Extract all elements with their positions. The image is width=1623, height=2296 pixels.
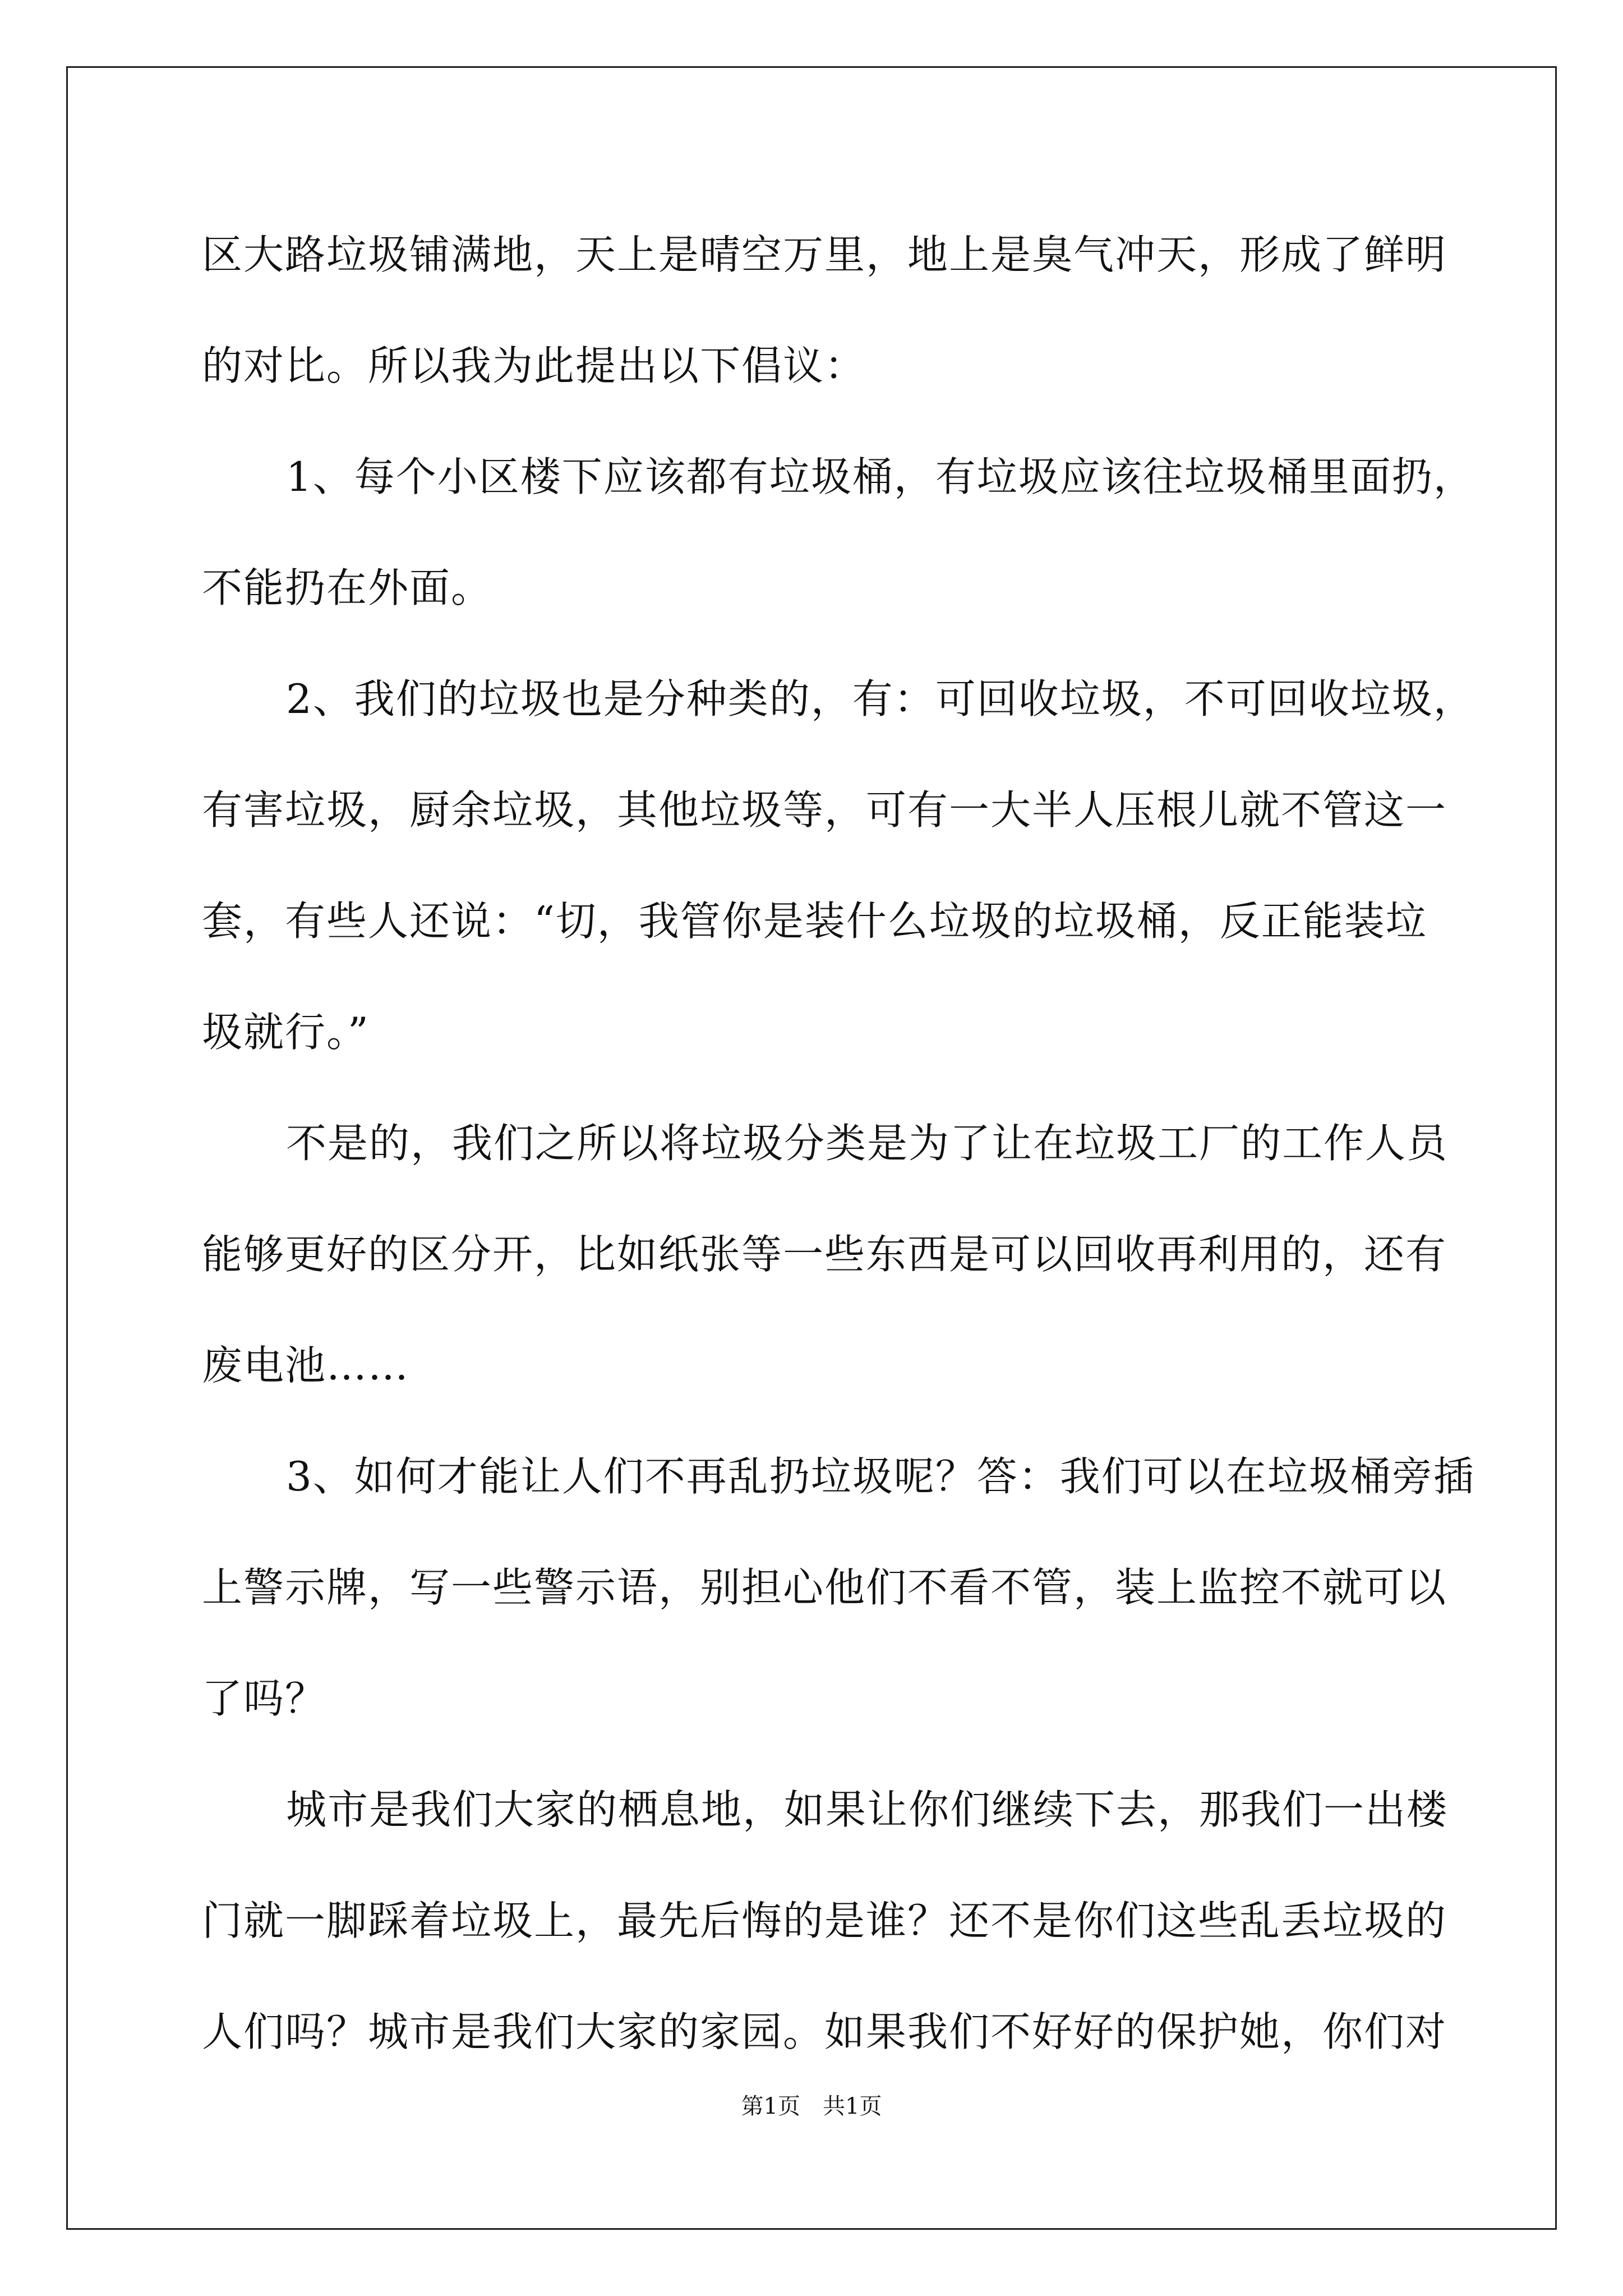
text-line: 的对比。所以我为此提出以下倡议： [202, 342, 866, 389]
text-line: 套，有些人还说：“切，我管你是装什么垃圾的垃圾桶，反正能装垃 [202, 898, 1427, 945]
text-line: 1、每个小区楼下应该都有垃圾桶，有垃圾应该往垃圾桶里面扔， [286, 453, 1475, 500]
text-line: 上警示牌，写一些警示语，别担心他们不看不管，装上监控不就可以 [202, 1564, 1447, 1611]
text-line: 废电池…… [202, 1342, 410, 1389]
page-number-total: 共1页 [823, 2093, 882, 2119]
text-line: 有害垃圾，厨余垃圾，其他垃圾等，可有一大半人压根儿就不管这一 [202, 786, 1447, 834]
text-line: 人们吗？城市是我们大家的家园。如果我们不好好的保护她，你们对 [202, 2008, 1447, 2055]
text-line: 了吗？ [202, 1675, 327, 1722]
text-line: 门就一脚踩着垃圾上，最先后悔的是谁？还不是你们这些乱丢垃圾的 [202, 1897, 1447, 1944]
text-line: 能够更好的区分开，比如纸张等一些东西是可以回收再利用的，还有 [202, 1231, 1447, 1278]
text-line: 3、如何才能让人们不再乱扔垃圾呢？答：我们可以在垃圾桶旁插 [286, 1453, 1475, 1500]
text-line: 区大路垃圾铺满地，天上是晴空万里，地上是臭气冲天，形成了鲜明 [202, 231, 1447, 278]
text-line: 圾就行。” [202, 1009, 370, 1056]
page-footer [0, 2090, 1623, 2123]
text-line: 城市是我们大家的栖息地，如果让你们继续下去，那我们一出楼 [286, 1786, 1449, 1833]
page-number-current: 第1页 [741, 2093, 800, 2119]
text-line: 不能扔在外面。 [202, 564, 493, 611]
document-body [202, 199, 1475, 2087]
text-line: 2、我们的垃圾也是分种类的，有：可回收垃圾，不可回收垃圾， [286, 675, 1475, 723]
text-line: 不是的，我们之所以将垃圾分类是为了让在垃圾工厂的工作人员 [286, 1120, 1449, 1167]
